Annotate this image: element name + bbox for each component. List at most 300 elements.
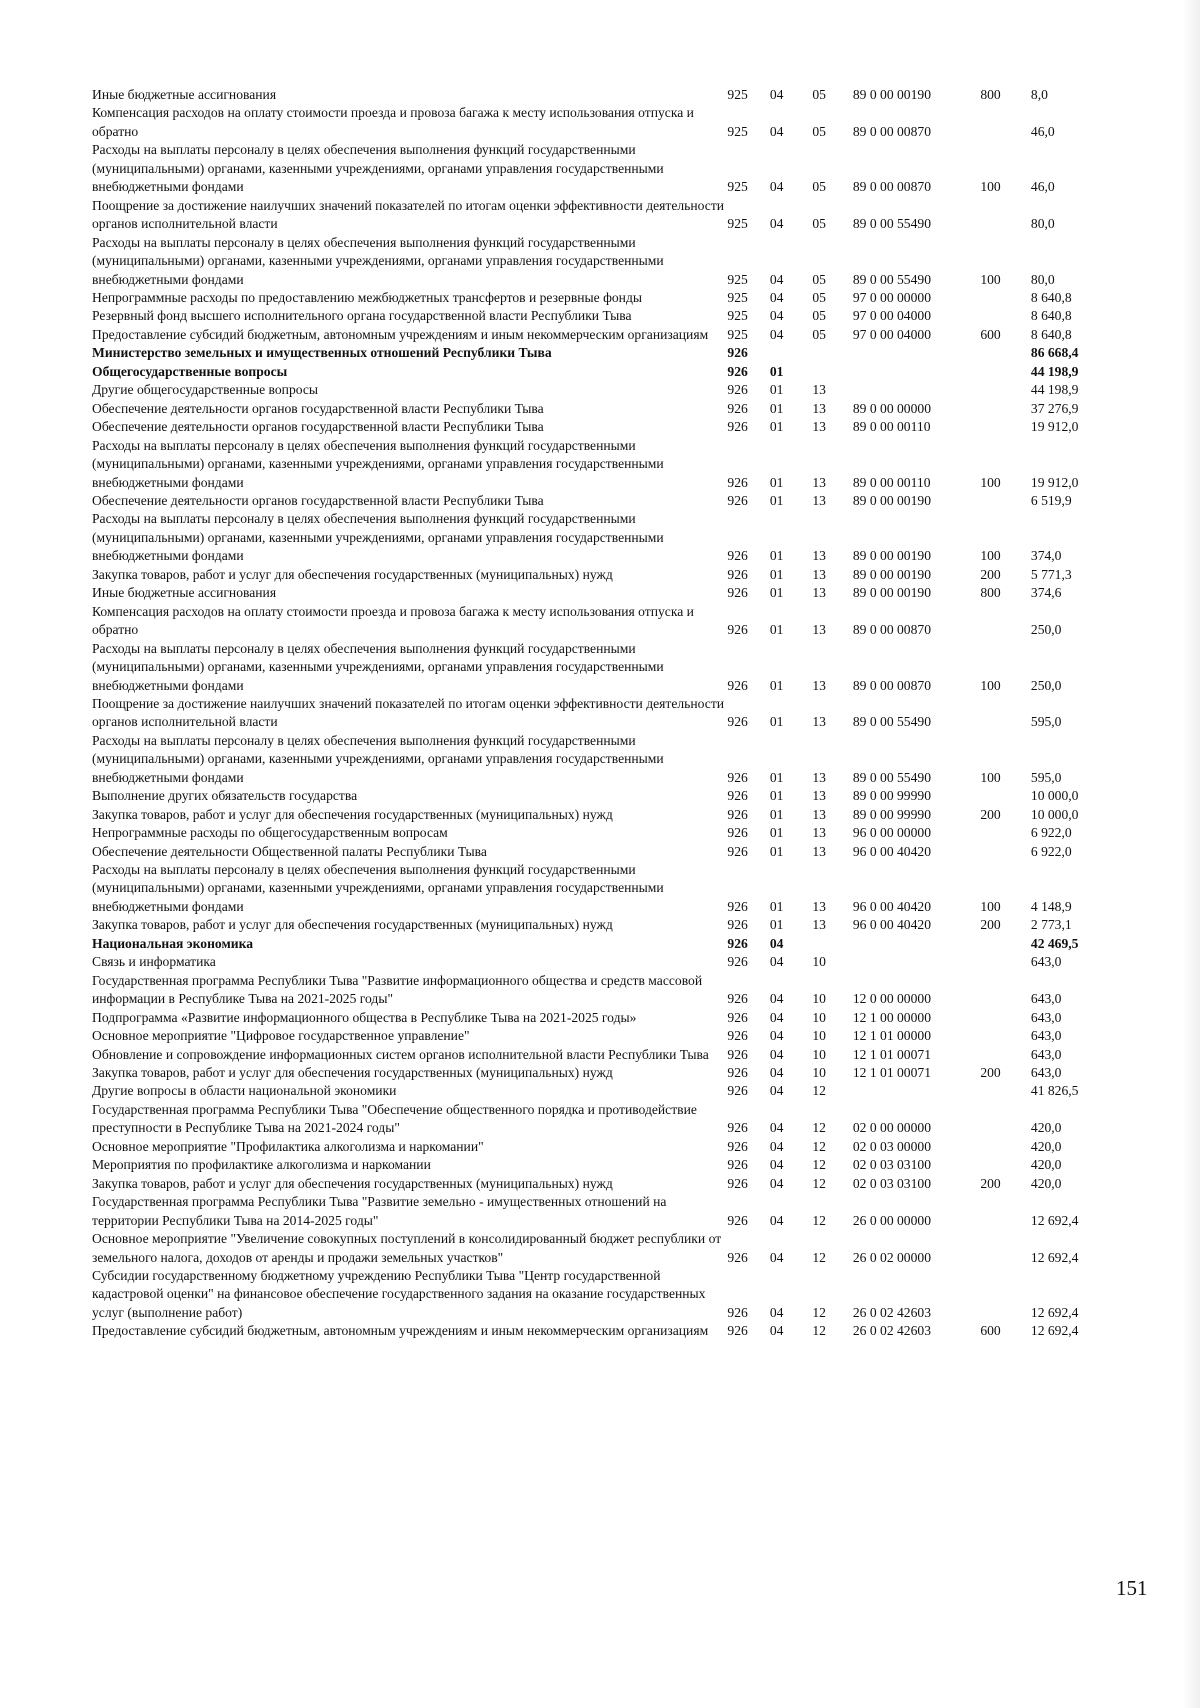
amount: 595,0 [1030, 714, 1062, 730]
table-row [92, 1175, 1122, 1193]
admin-code: 926 [727, 622, 748, 638]
row-name: Обеспечение деятельности органов государственной власти Республики Тыва [92, 419, 544, 435]
subsection-code: 10 [812, 1028, 826, 1044]
amount: 42 469,5 [1030, 935, 1079, 951]
target-article-code: 96 0 00 00000 [852, 825, 931, 841]
expense-type-code [980, 363, 1031, 381]
row-name: Основное мероприятие "Увеличение совокупных поступлений в консолидированный бюджет республики от земельного налога, доходов от аренды и продажи земельных участков" [92, 1231, 722, 1265]
admin-code: 926 [727, 677, 748, 693]
subsection-code: 13 [812, 788, 826, 804]
amount: 250,0 [1030, 677, 1062, 693]
admin-code: 926 [727, 1065, 748, 1081]
table-row [92, 695, 1122, 732]
table-row [92, 400, 1122, 418]
admin-code: 926 [727, 382, 748, 398]
section-code: 04 [769, 954, 784, 970]
row-name: Общегосударственные вопросы [92, 363, 288, 379]
expense-type-code [980, 1267, 1031, 1322]
expense-type-code: 100 [980, 769, 1001, 785]
expense-type-code: 200 [980, 566, 1001, 582]
section-code: 04 [769, 87, 784, 102]
table-row [92, 86, 1122, 104]
table-row [92, 732, 1122, 787]
row-name: Обеспечение деятельности Общественной палаты Республики Тыва [92, 843, 487, 859]
expense-type-code [980, 492, 1031, 510]
target-article-code [853, 344, 980, 362]
expense-type-code: 600 [980, 326, 1001, 342]
subsection-code: 10 [812, 954, 826, 970]
amount: 643,0 [1030, 1028, 1062, 1044]
target-article-code: 89 0 00 00190 [852, 585, 931, 601]
table-row [92, 640, 1122, 695]
admin-code: 926 [727, 1323, 748, 1339]
section-code: 04 [769, 289, 784, 305]
target-article-code: 02 0 03 03100 [852, 1175, 931, 1191]
row-name: Подпрограмма «Развитие информационного общества в Республике Тыва на 2021-2025 годы» [92, 1009, 637, 1025]
admin-code: 926 [727, 566, 748, 582]
table-row [92, 1267, 1122, 1322]
expense-type-code: 100 [980, 179, 1001, 195]
expense-type-code [980, 935, 1031, 953]
expense-type-code [980, 953, 1031, 971]
subsection-code: 13 [812, 566, 826, 582]
row-name: Выполнение других обязательств государства [92, 788, 358, 804]
target-article-code: 89 0 00 55490 [852, 271, 931, 287]
table-row [92, 566, 1122, 584]
admin-code: 926 [727, 714, 748, 730]
section-code: 01 [769, 474, 784, 490]
subsection-code: 10 [812, 1065, 826, 1081]
row-name: Субсидии государственному бюджетному учреждению Республики Тыва "Центр государственной кадастровой оценки" на финансовое обеспечение государственного задания на оказание государственных услуг (выполнение работ) [92, 1268, 706, 1320]
subsection-code: 13 [812, 898, 826, 914]
expense-type-code [980, 1101, 1031, 1138]
admin-code: 926 [727, 954, 748, 970]
section-code: 04 [769, 326, 784, 342]
target-article-code: 89 0 00 55490 [852, 216, 931, 232]
section-code: 04 [769, 123, 784, 139]
section-code: 04 [769, 1249, 784, 1265]
target-article-code: 26 0 00 00000 [852, 1212, 931, 1228]
table-row [92, 104, 1122, 141]
expense-type-code [980, 104, 1031, 141]
amount: 41 826,5 [1030, 1083, 1079, 1099]
target-article-code: 12 1 01 00000 [852, 1028, 931, 1044]
table-row [92, 326, 1122, 344]
admin-code: 926 [727, 1212, 748, 1228]
amount: 5 771,3 [1030, 566, 1072, 582]
subsection-code: 05 [812, 326, 826, 342]
target-article-code [853, 935, 980, 953]
section-code: 01 [769, 492, 784, 508]
expense-type-code [980, 1138, 1031, 1156]
target-article-code: 89 0 00 00870 [852, 123, 931, 139]
target-article-code [853, 363, 980, 381]
amount: 86 668,4 [1030, 345, 1079, 361]
section-code: 01 [769, 585, 784, 601]
expense-type-code [980, 972, 1031, 1009]
section-code: 01 [769, 419, 784, 435]
target-article-code: 12 1 01 00071 [852, 1046, 931, 1062]
subsection-code: 13 [812, 382, 826, 398]
table-row [92, 861, 1122, 916]
row-name: Расходы на выплаты персоналу в целях обеспечения выполнения функций государственными (муниципальными) органами, казенными учреждениями, органами управления государственными внебюджетными фондами [92, 732, 664, 785]
subsection-code: 13 [812, 474, 826, 490]
expense-type-code [980, 843, 1031, 861]
target-article-code: 89 0 00 00870 [852, 622, 931, 638]
amount: 8 640,8 [1030, 308, 1072, 324]
section-code: 04 [769, 1120, 784, 1136]
amount: 420,0 [1030, 1157, 1062, 1173]
section-code: 01 [769, 548, 784, 564]
row-name: Расходы на выплаты персоналу в целях обеспечения выполнения функций государственными (муниципальными) органами, казенными учреждениями, органами управления государственными внебюджетными фондами [92, 142, 664, 195]
table-row [92, 806, 1122, 824]
admin-code: 926 [727, 585, 748, 601]
section-code: 04 [769, 1065, 784, 1081]
admin-code: 925 [727, 123, 748, 139]
amount: 10 000,0 [1030, 806, 1079, 822]
expense-type-code [980, 400, 1031, 418]
amount: 19 912,0 [1030, 474, 1079, 490]
subsection-code: 12 [812, 1175, 826, 1191]
expense-type-code [980, 603, 1031, 640]
row-name: Поощрение за достижение наилучших значений показателей по итогам оценки эффективности деятельности органов исполнительной власти [92, 695, 725, 730]
target-article-code: 89 0 00 00190 [852, 566, 931, 582]
row-name: Мероприятия по профилактике алкоголизма и наркомании [92, 1157, 431, 1173]
section-code: 01 [769, 363, 784, 379]
subsection-code: 05 [812, 289, 826, 305]
row-name: Закупка товаров, работ и услуг для обеспечения государственных (муниципальных) нужд [92, 806, 613, 822]
amount: 6 922,0 [1030, 843, 1072, 859]
subsection-code: 12 [812, 1138, 826, 1154]
section-code: 04 [769, 1212, 784, 1228]
table-row [92, 1156, 1122, 1174]
subsection-code: 05 [812, 179, 826, 195]
section-code: 04 [769, 1175, 784, 1191]
target-article-code: 97 0 00 04000 [852, 326, 931, 342]
admin-code: 926 [727, 1304, 748, 1320]
table-row [92, 1027, 1122, 1045]
subsection-code: 10 [812, 1009, 826, 1025]
subsection-code: 13 [812, 419, 826, 435]
table-row [92, 289, 1122, 307]
amount: 6 519,9 [1030, 492, 1072, 508]
admin-code: 926 [727, 363, 748, 379]
section-code: 04 [769, 1157, 784, 1173]
admin-code: 926 [727, 474, 748, 490]
target-article-code: 89 0 00 55490 [852, 714, 931, 730]
expense-type-code [980, 344, 1031, 362]
section-code: 01 [769, 825, 784, 841]
target-article-code: 89 0 00 00190 [852, 548, 931, 564]
amount: 10 000,0 [1030, 788, 1079, 804]
row-name: Расходы на выплаты персоналу в целях обеспечения выполнения функций государственными (муниципальными) органами, казенными учреждениями, органами управления государственными внебюджетными фондами [92, 437, 664, 490]
subsection-code: 13 [812, 917, 826, 933]
row-name: Компенсация расходов на оплату стоимости проезда и провоза багажа к месту использования отпуска и обратно [92, 105, 694, 139]
row-name: Основное мероприятие "Цифровое государственное управление" [92, 1028, 470, 1044]
amount: 46,0 [1030, 179, 1055, 195]
subsection-code: 05 [812, 216, 826, 232]
table-row [92, 234, 1122, 289]
table-row [92, 1322, 1122, 1340]
expense-type-code: 200 [980, 917, 1001, 933]
row-name: Другие вопросы в области национальной экономики [92, 1083, 397, 1099]
subsection-code: 13 [812, 492, 826, 508]
row-name: Государственная программа Республики Тыва "Обеспечение общественного порядка и противодействие преступности в Республике Тыва на 2021-2024 годы" [92, 1101, 697, 1136]
row-name: Компенсация расходов на оплату стоимости проезда и провоза багажа к месту использования отпуска и обратно [92, 603, 694, 638]
table-row [92, 935, 1122, 953]
target-article-code: 89 0 00 00870 [852, 179, 931, 195]
row-name: Министерство земельных и имущественных отношений Республики Тыва [92, 345, 552, 361]
admin-code: 926 [727, 345, 748, 361]
table-row [92, 1101, 1122, 1138]
subsection-code [812, 363, 852, 381]
subsection-code: 05 [812, 271, 826, 287]
target-article-code [853, 953, 980, 971]
amount: 8 640,8 [1030, 289, 1072, 305]
expense-type-code [980, 787, 1031, 805]
target-article-code: 97 0 00 04000 [852, 308, 931, 324]
admin-code: 926 [727, 1028, 748, 1044]
section-code: 01 [769, 714, 784, 730]
subsection-code: 12 [812, 1212, 826, 1228]
table-row [92, 972, 1122, 1009]
admin-code: 926 [727, 898, 748, 914]
subsection-code: 13 [812, 677, 826, 693]
subsection-code: 12 [812, 1323, 826, 1339]
row-name: Закупка товаров, работ и услуг для обеспечения государственных (муниципальных) нужд [92, 1065, 613, 1081]
admin-code: 926 [727, 1009, 748, 1025]
table-row [92, 584, 1122, 602]
target-article-code: 12 0 00 00000 [852, 991, 931, 1007]
expense-type-code: 100 [980, 548, 1001, 564]
table-row [92, 363, 1122, 381]
expense-type-code [980, 381, 1031, 399]
expense-type-code: 100 [980, 677, 1001, 693]
admin-code: 925 [727, 216, 748, 232]
row-name: Резервный фонд высшего исполнительного органа государственной власти Республики Тыва [92, 308, 632, 324]
subsection-code: 13 [812, 622, 826, 638]
expense-type-code [980, 307, 1031, 325]
admin-code: 926 [727, 1157, 748, 1173]
subsection-code: 12 [812, 1157, 826, 1173]
admin-code: 926 [727, 917, 748, 933]
section-code: 04 [769, 1046, 784, 1062]
table-row [92, 381, 1122, 399]
target-article-code: 89 0 00 00870 [852, 677, 931, 693]
subsection-code: 12 [812, 1249, 826, 1265]
section-code: 04 [769, 1138, 784, 1154]
row-name: Государственная программа Республики Тыва "Развитие земельно - имущественных отношений на территории Республики Тыва на 2014-2025 годы" [92, 1194, 667, 1228]
row-name: Национальная экономика [92, 935, 253, 951]
subsection-code: 05 [812, 87, 826, 102]
expense-type-code [980, 197, 1031, 234]
amount: 12 692,4 [1030, 1323, 1079, 1339]
amount: 250,0 [1030, 622, 1062, 638]
expense-type-code [980, 1156, 1031, 1174]
section-code: 01 [769, 898, 784, 914]
section-code: 04 [769, 1323, 784, 1339]
admin-code: 926 [727, 788, 748, 804]
subsection-code: 05 [812, 123, 826, 139]
expense-type-code: 800 [980, 87, 1001, 102]
subsection-code: 10 [812, 1046, 826, 1062]
expense-type-code [980, 1193, 1031, 1230]
amount: 374,6 [1030, 585, 1062, 601]
expense-type-code [980, 1009, 1031, 1027]
amount: 643,0 [1030, 1046, 1062, 1062]
section-code: 04 [769, 308, 784, 324]
budget-table [92, 86, 1122, 1341]
subsection-code: 13 [812, 806, 826, 822]
subsection-code: 13 [812, 843, 826, 859]
target-article-code: 89 0 00 00110 [852, 474, 931, 490]
table-row [92, 1064, 1122, 1082]
admin-code: 926 [727, 1120, 748, 1136]
admin-code: 926 [727, 769, 748, 785]
expense-type-code: 200 [980, 1175, 1001, 1191]
table-row [92, 510, 1122, 565]
subsection-code: 13 [812, 548, 826, 564]
subsection-code: 13 [812, 825, 826, 841]
admin-code: 925 [727, 271, 748, 287]
expense-type-code: 200 [980, 1065, 1001, 1081]
row-name: Другие общегосударственные вопросы [92, 382, 319, 398]
row-name: Непрограммные расходы по общегосударственным вопросам [92, 825, 448, 841]
section-code: 04 [769, 271, 784, 287]
table-row [92, 1230, 1122, 1267]
amount: 19 912,0 [1030, 419, 1079, 435]
target-article-code: 89 0 00 00110 [852, 419, 931, 435]
target-article-code: 89 0 00 99990 [852, 788, 931, 804]
amount: 8 640,8 [1030, 326, 1072, 342]
admin-code: 925 [727, 289, 748, 305]
admin-code: 925 [727, 326, 748, 342]
target-article-code: 97 0 00 00000 [852, 289, 931, 305]
target-article-code: 89 0 00 55490 [852, 769, 931, 785]
section-code: 01 [769, 622, 784, 638]
section-code: 04 [769, 1083, 784, 1099]
section-code: 04 [769, 935, 784, 951]
section-code: 01 [769, 788, 784, 804]
row-name: Обеспечение деятельности органов государственной власти Республики Тыва [92, 492, 544, 508]
table-row [92, 197, 1122, 234]
table-row [92, 344, 1122, 362]
admin-code: 926 [727, 1046, 748, 1062]
target-article-code: 89 0 00 99990 [852, 806, 931, 822]
admin-code: 926 [727, 492, 748, 508]
amount: 12 692,4 [1030, 1249, 1079, 1265]
section-code: 01 [769, 677, 784, 693]
amount: 44 198,9 [1030, 363, 1079, 379]
row-name: Обеспечение деятельности органов государственной власти Республики Тыва [92, 400, 544, 416]
expense-type-code [980, 1082, 1031, 1100]
section-code: 04 [769, 1028, 784, 1044]
section-code: 04 [769, 991, 784, 1007]
subsection-code: 12 [812, 1304, 826, 1320]
section-code: 04 [769, 216, 784, 232]
amount: 595,0 [1030, 769, 1062, 785]
target-article-code: 96 0 00 40420 [852, 898, 931, 914]
amount: 46,0 [1030, 123, 1055, 139]
amount: 643,0 [1030, 991, 1062, 1007]
expense-type-code: 100 [980, 271, 1001, 287]
table-row [92, 787, 1122, 805]
section-code: 04 [769, 179, 784, 195]
target-article-code: 26 0 02 42603 [852, 1304, 931, 1320]
expense-type-code [980, 695, 1031, 732]
target-article-code: 02 0 00 00000 [852, 1120, 931, 1136]
table-row [92, 1193, 1122, 1230]
admin-code: 926 [727, 548, 748, 564]
expense-type-code: 800 [980, 585, 1001, 601]
amount: 44 198,9 [1030, 382, 1079, 398]
target-article-code: 96 0 00 40420 [852, 843, 931, 859]
admin-code: 926 [727, 1138, 748, 1154]
amount: 643,0 [1030, 1065, 1062, 1081]
expense-type-code: 200 [980, 806, 1001, 822]
expense-type-code [980, 1046, 1031, 1064]
admin-code: 926 [727, 825, 748, 841]
expense-type-code [980, 824, 1031, 842]
table-row [92, 1009, 1122, 1027]
target-article-code: 89 0 00 00190 [852, 492, 931, 508]
section-code: 01 [769, 843, 784, 859]
row-name: Основное мероприятие "Профилактика алкоголизма и наркомании" [92, 1138, 484, 1154]
amount: 2 773,1 [1030, 917, 1072, 933]
budget-table-body [92, 86, 1122, 1341]
amount: 420,0 [1030, 1120, 1062, 1136]
table-row [92, 1046, 1122, 1064]
subsection-code: 13 [812, 714, 826, 730]
amount: 12 692,4 [1030, 1212, 1079, 1228]
section-code: 01 [769, 566, 784, 582]
table-row [92, 418, 1122, 436]
section-code: 04 [769, 1304, 784, 1320]
row-name: Иные бюджетные ассигнования [92, 87, 277, 102]
row-name: Иные бюджетные ассигнования [92, 585, 277, 601]
subsection-code: 13 [812, 769, 826, 785]
admin-code: 926 [727, 806, 748, 822]
expense-type-code [980, 289, 1031, 307]
amount: 6 922,0 [1030, 825, 1072, 841]
admin-code: 926 [727, 1249, 748, 1265]
subsection-code: 05 [812, 308, 826, 324]
table-row [92, 437, 1122, 492]
amount: 374,0 [1030, 548, 1062, 564]
section-code: 01 [769, 382, 784, 398]
section-code: 01 [769, 769, 784, 785]
table-row [92, 824, 1122, 842]
section-code: 01 [769, 400, 784, 416]
expense-type-code: 600 [980, 1323, 1001, 1339]
amount: 12 692,4 [1030, 1304, 1079, 1320]
table-row [92, 953, 1122, 971]
amount: 80,0 [1030, 216, 1055, 232]
row-name: Государственная программа Республики Тыва "Развитие информационного общества и средств массовой информации в Республике Тыва на 2021-2025 годы" [92, 972, 703, 1007]
row-name: Непрограммные расходы по предоставлению межбюджетных трансфертов и резервные фонды [92, 289, 643, 305]
target-article-code [853, 381, 980, 399]
admin-code: 925 [727, 308, 748, 324]
amount: 643,0 [1030, 954, 1062, 970]
admin-code: 925 [727, 87, 748, 102]
target-article-code: 12 1 00 00000 [852, 1009, 931, 1025]
section-code [770, 344, 812, 362]
row-name: Закупка товаров, работ и услуг для обеспечения государственных (муниципальных) нужд [92, 917, 613, 933]
expense-type-code [980, 418, 1031, 436]
subsection-code [812, 344, 852, 362]
admin-code: 926 [727, 1083, 748, 1099]
table-row [92, 916, 1122, 934]
